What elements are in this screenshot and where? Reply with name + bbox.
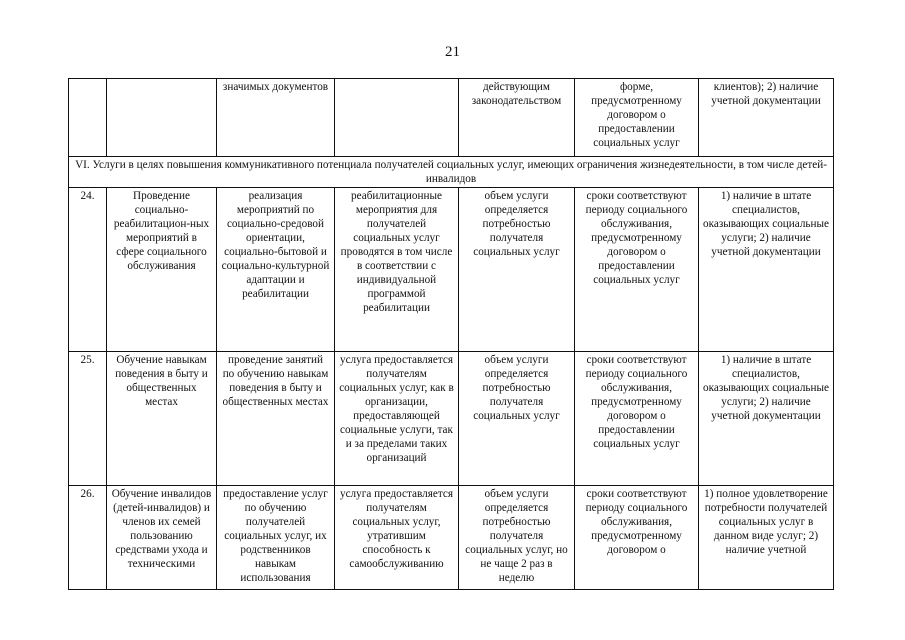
cell-content: реализация мероприятий по социально-средовой ориентации, социально-бытовой и социально-культурной адаптации и реабилитации [217,188,335,352]
table-row [69,352,834,486]
table-row-continuation [69,79,834,157]
cell-conditions: реабилитационные мероприятия для получателей социальных услуг проводятся в том числе в соответствии с индивидуальной программой реабилитации [335,188,459,352]
cell-quality: 1) наличие в штате специалистов, оказывающих социальные услуги; 2) наличие учетной документации [699,188,834,352]
table-row [69,486,834,590]
cell-name [107,79,217,157]
cell-conditions: услуга предоставляется получателям социальных услуг, утратившим способность к самообслуживанию [335,486,459,590]
services-table [68,78,834,590]
cell-quality: 1) полное удовлетворение потребности получателей социальных услуг в данном виде услуг; 2) наличие учетной [699,486,834,590]
section-heading-row [69,157,834,188]
cell-num: 26. [69,486,107,590]
cell-name: Обучение инвалидов (детей-инвалидов) и членов их семей пользованию средствами ухода и техническими [107,486,217,590]
cell-content: предоставление услуг по обучению получателей социальных услуг, их родственников навыкам использования [217,486,335,590]
cell-conditions: услуга предоставляется получателям социальных услуг, как в организации, предоставляющей социальные услуги, так и за пределами таких организаций [335,352,459,486]
cell-conditions [335,79,459,157]
cell-quality: клиентов); 2) наличие учетной документации [699,79,834,157]
cell-name: Обучение навыкам поведения в быту и общественных местах [107,352,217,486]
cell-num [69,79,107,157]
cell-content: значимых документов [217,79,335,157]
cell-num: 24. [69,188,107,352]
cell-volume: объем услуги определяется потребностью получателя социальных услуг [459,188,575,352]
cell-quality: 1) наличие в штате специалистов, оказывающих социальные услуги; 2) наличие учетной документации [699,352,834,486]
cell-name: Проведение социально-реабилитацион-ных мероприятий в сфере социального обслуживания [107,188,217,352]
page-number: 21 [445,44,460,60]
cell-content: проведение занятий по обучению навыкам поведения в быту и общественных местах [217,352,335,486]
cell-terms: форме, предусмотренному договором о предоставлении социальных услуг [575,79,699,157]
cell-volume: действующим законодательством [459,79,575,157]
cell-terms: сроки соответствуют периоду социального обслуживания, предусмотренному договором о предоставлении социальных услуг [575,352,699,486]
section-heading: VI. Услуги в целях повышения коммуникативного потенциала получателей социальных услуг, имеющих ограничения жизнедеятельности, в том числе детей-инвалидов [69,157,834,188]
cell-volume: объем услуги определяется потребностью получателя социальных услуг [459,352,575,486]
cell-terms: сроки соответствуют периоду социального обслуживания, предусмотренному договором о [575,486,699,590]
cell-num: 25. [69,352,107,486]
cell-terms: сроки соответствуют периоду социального обслуживания, предусмотренному договором о предоставлении социальных услуг [575,188,699,352]
table-row [69,188,834,352]
cell-volume: объем услуги определяется потребностью получателя социальных услуг, но не чаще 2 раз в неделю [459,486,575,590]
